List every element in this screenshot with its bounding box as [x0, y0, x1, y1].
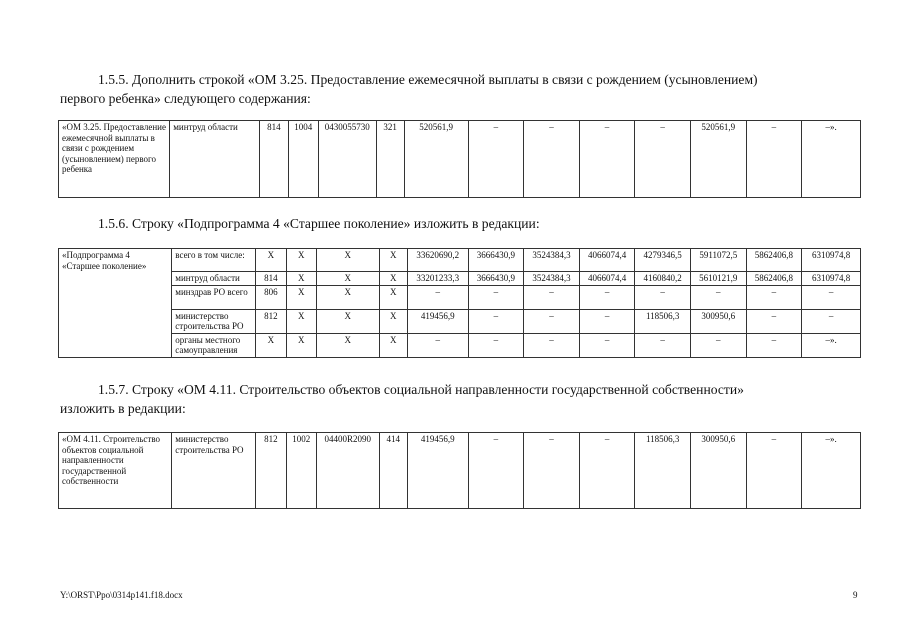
year-cell: –: [524, 333, 580, 357]
year-cell: 4279346,5: [635, 249, 691, 272]
year-cell: 3666430,9: [468, 249, 524, 272]
year-cell: 5862406,8: [746, 249, 802, 272]
executor-cell: минздрав РО всего: [172, 285, 256, 309]
year-cell: –: [746, 309, 802, 333]
table-row: [59, 333, 861, 357]
table-om-3-25: [58, 120, 861, 198]
year-cell: –: [468, 309, 524, 333]
executor-cell: минтруд области: [170, 121, 260, 198]
total-cell: 33201233,3: [407, 272, 468, 286]
grbs-cell: X: [256, 333, 286, 357]
paragraph-1-5-7-line2: изложить в редакции:: [60, 401, 186, 416]
year-cell: –: [635, 333, 691, 357]
year-cell: –: [468, 121, 524, 198]
executor-cell: органы местного самоуправления: [172, 333, 256, 357]
year-cell: –: [579, 285, 635, 309]
executor-cell: минтруд области: [172, 272, 256, 286]
rzpr-cell: X: [286, 249, 316, 272]
csr-cell: X: [316, 249, 379, 272]
table-row: [59, 285, 861, 309]
year-cell: 4160840,2: [635, 272, 691, 286]
year-cell: –: [524, 433, 580, 509]
year-cell: 520561,9: [690, 121, 746, 198]
paragraph-1-5-6-line1: 1.5.6. Строку «Подпрограмма 4 «Старшее поколение» изложить в редакции:: [98, 216, 540, 231]
table-row: [59, 272, 861, 286]
year-cell: –: [524, 121, 580, 198]
executor-cell: всего в том числе:: [172, 249, 256, 272]
year-cell: 5911072,5: [690, 249, 746, 272]
year-cell: 3524384,3: [524, 272, 580, 286]
grbs-cell: 806: [256, 285, 286, 309]
paragraph-1-5-7-line1: 1.5.7. Строку «ОМ 4.11. Строительство объектов социальной направленности государственной собственности»: [98, 382, 744, 397]
csr-cell: 04400R2090: [316, 433, 379, 509]
year-cell: –: [802, 285, 861, 309]
table-row: [59, 433, 861, 509]
year-cell: –: [802, 309, 861, 333]
paragraph-1-5-5-line1: 1.5.5. Дополнить строкой «ОМ 3.25. Предоставление ежемесячной выплаты в связи с рождением (усыновлением): [98, 72, 758, 87]
rzpr-cell: X: [286, 309, 316, 333]
footer-file-path: Y:\ORST\Ppo\0314p141.f18.docx: [60, 590, 183, 600]
year-cell: 4066074,4: [579, 272, 635, 286]
total-cell: 33620690,2: [407, 249, 468, 272]
vr-cell: X: [379, 285, 407, 309]
csr-cell: X: [316, 285, 379, 309]
year-cell: –: [524, 285, 580, 309]
year-cell: –: [468, 333, 524, 357]
grbs-cell: 812: [256, 433, 286, 509]
year-cell: 3524384,3: [524, 249, 580, 272]
table-row: [59, 309, 861, 333]
program-name-cell: «ОМ 4.11. Строительство объектов социальной направленности государственной собственности: [59, 433, 172, 509]
executor-cell: министерство строительства РО: [172, 433, 256, 509]
grbs-cell: 814: [256, 272, 286, 286]
table-om-4-11: [58, 432, 861, 509]
rzpr-cell: 1004: [288, 121, 318, 198]
table-subprogram-4: [58, 248, 861, 358]
footer-page-number: 9: [853, 590, 858, 600]
year-cell: –: [746, 433, 802, 509]
csr-cell: 0430055730: [318, 121, 376, 198]
year-cell: 300950,6: [690, 433, 746, 509]
csr-cell: X: [316, 272, 379, 286]
year-cell: 118506,3: [635, 309, 691, 333]
rzpr-cell: X: [286, 333, 316, 357]
year-cell: –: [635, 285, 691, 309]
rzpr-cell: X: [286, 285, 316, 309]
year-cell: 4066074,4: [579, 249, 635, 272]
total-cell: –: [407, 333, 468, 357]
year-cell: –: [746, 333, 802, 357]
year-cell: –: [579, 433, 635, 509]
year-cell: 3666430,9: [468, 272, 524, 286]
executor-cell: министерство строительства РО: [172, 309, 256, 333]
table-row: [59, 249, 861, 272]
year-cell: –: [690, 333, 746, 357]
year-cell: –: [579, 333, 635, 357]
year-cell: –».: [802, 121, 861, 198]
grbs-cell: 814: [260, 121, 288, 198]
year-cell: 6310974,8: [802, 272, 861, 286]
table-row: [59, 121, 861, 198]
year-cell: –: [746, 285, 802, 309]
csr-cell: X: [316, 309, 379, 333]
vr-cell: 414: [379, 433, 407, 509]
year-cell: –: [468, 433, 524, 509]
year-cell: 5610121,9: [690, 272, 746, 286]
paragraph-1-5-5: [60, 70, 850, 108]
vr-cell: 321: [376, 121, 404, 198]
rzpr-cell: X: [286, 272, 316, 286]
year-cell: 5862406,8: [746, 272, 802, 286]
program-name-cell: «Подпрограмма 4 «Старшее поколение»: [59, 249, 172, 358]
total-cell: –: [407, 285, 468, 309]
year-cell: –: [746, 121, 802, 198]
vr-cell: X: [379, 309, 407, 333]
total-cell: 419456,9: [407, 433, 468, 509]
year-cell: 300950,6: [690, 309, 746, 333]
program-name-cell: «ОМ 3.25. Предоставление ежемесячной выплаты в связи с рождением (усыновлением) первого ребенка: [59, 121, 170, 198]
grbs-cell: X: [256, 249, 286, 272]
csr-cell: X: [316, 333, 379, 357]
year-cell: 118506,3: [635, 433, 691, 509]
year-cell: –».: [802, 433, 861, 509]
vr-cell: X: [379, 272, 407, 286]
vr-cell: X: [379, 333, 407, 357]
year-cell: –: [635, 121, 691, 198]
year-cell: –: [468, 285, 524, 309]
year-cell: –».: [802, 333, 861, 357]
rzpr-cell: 1002: [286, 433, 316, 509]
year-cell: –: [579, 121, 635, 198]
grbs-cell: 812: [256, 309, 286, 333]
total-cell: 419456,9: [407, 309, 468, 333]
paragraph-1-5-6: [60, 214, 850, 233]
year-cell: 6310974,8: [802, 249, 861, 272]
vr-cell: X: [379, 249, 407, 272]
paragraph-1-5-7: [60, 380, 860, 418]
paragraph-1-5-5-line2: первого ребенка» следующего содержания:: [60, 91, 311, 106]
total-cell: 520561,9: [404, 121, 468, 198]
year-cell: –: [579, 309, 635, 333]
year-cell: –: [690, 285, 746, 309]
year-cell: –: [524, 309, 580, 333]
